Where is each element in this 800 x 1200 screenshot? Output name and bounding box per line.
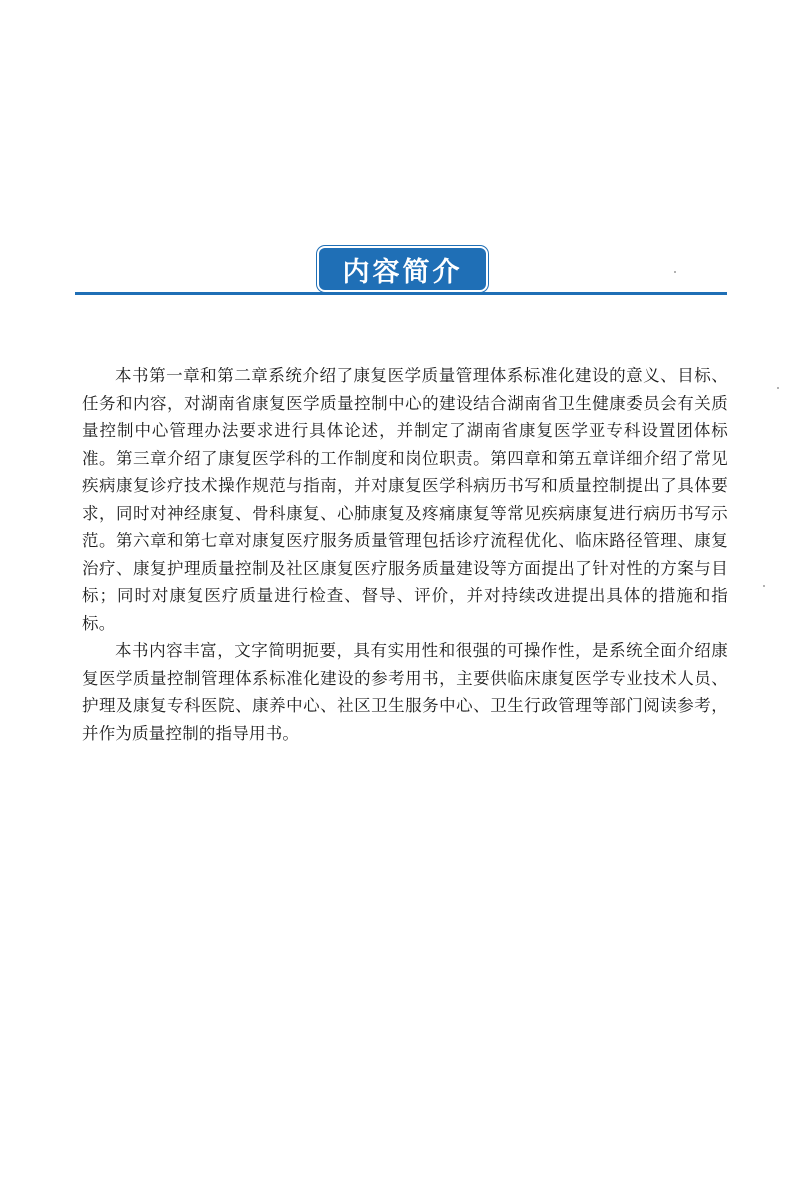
scan-speck <box>777 387 779 389</box>
section-title <box>319 248 486 290</box>
scan-speck <box>674 271 676 273</box>
title-divider <box>75 292 727 295</box>
scan-speck <box>763 585 765 587</box>
paragraph-1: 本书第一章和第二章系统介绍了康复医学质量管理体系标准化建设的意义、目标、任务和内容，对湖南省康复医学质量控制中心的建设结合湖南省卫生健康委员会有关质量控制中心管理办法要求进行具体论述，并制定了湖南省康复医学亚专科设置团体标准。第三章介绍了康复医学科的工作制度和岗位职责。第四章和第五章详细介绍了常见疾病康复诊疗技术操作规范与指南，并对康复医学科病历书写和质量控制提出了具体要求，同时对神经康复、骨科康复、心肺康复及疼痛康复等常见疾病康复进行病历书写示范。第六章和第七章对康复医疗服务质量管理包括诊疗流程优化、临床路径管理、康复治疗、康复护理质量控制及社区康复医疗服务质量建设等方面提出了针对性的方案与目标；同时对康复医疗质量进行检查、督导、评价，并对持续改进提出具体的措施和指标。 <box>82 366 728 633</box>
content-body <box>82 362 728 747</box>
paragraph-2: 本书内容丰富，文字简明扼要，具有实用性和很强的可操作性，是系统全面介绍康复医学质量控制管理体系标准化建设的参考用书，主要供临床康复医学专业技术人员、护理及康复专科医院、康养中心、社区卫生服务中心、卫生行政管理等部门阅读参考，并作为质量控制的指导用书。 <box>82 641 728 743</box>
section-title-text: 内容简介 <box>342 256 463 288</box>
